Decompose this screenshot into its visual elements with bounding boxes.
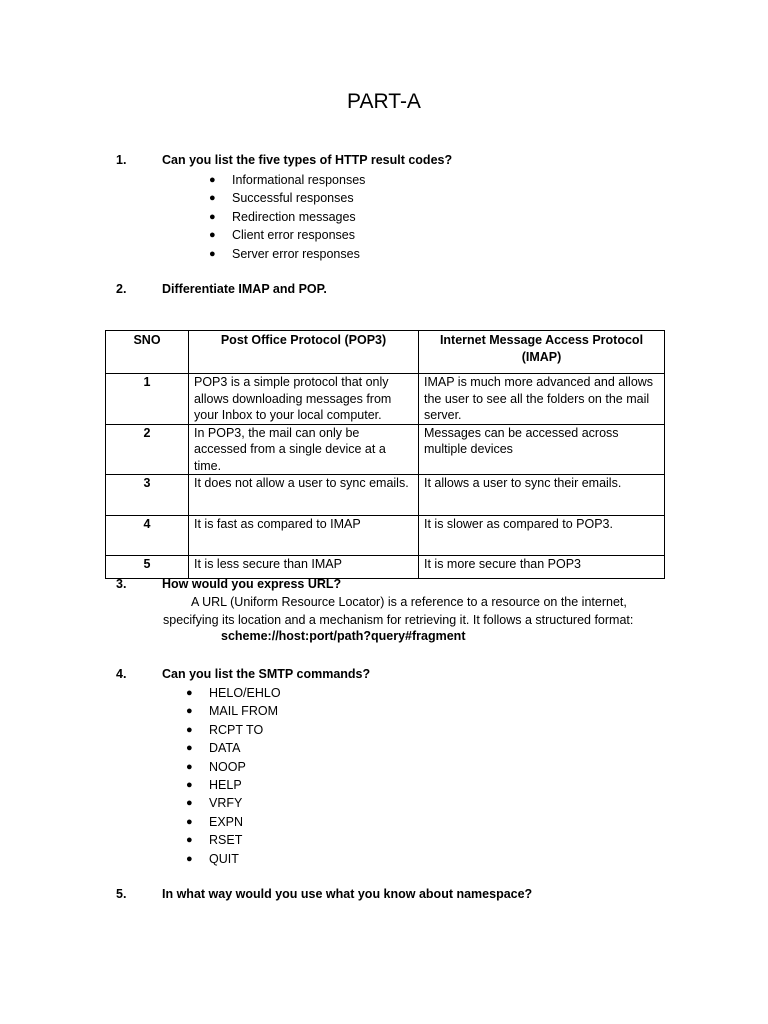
bullet-icon: ● [209, 210, 216, 223]
question-text: Can you list the five types of HTTP result codes? [162, 153, 453, 167]
bullet-icon: ● [186, 852, 193, 865]
bullet-icon: ● [209, 174, 216, 186]
list-item: ● Informational responses [232, 171, 365, 189]
table-header: Post Office Protocol (POP3) [189, 331, 419, 374]
list-item: ● VRFY [209, 794, 281, 812]
list-item: ● DATA [209, 739, 281, 757]
bullet-icon: ● [209, 192, 216, 205]
list-item: ● EXPN [209, 813, 281, 831]
bullet-icon: ● [186, 723, 193, 736]
table-cell: 4 [106, 516, 189, 556]
table-cell: 3 [106, 475, 189, 516]
table-cell: 5 [106, 556, 189, 579]
question-number: 5. [116, 887, 127, 901]
bullet-icon: ● [186, 687, 193, 699]
table-row [106, 556, 665, 579]
list-item: ● Successful responses [232, 189, 365, 207]
table-cell: 2 [106, 424, 189, 475]
table-cell: It allows a user to sync their emails. [419, 475, 665, 516]
list-item: ● Client error responses [232, 226, 365, 244]
imap-pop-comparison-table [105, 330, 665, 579]
question-text: In what way would you use what you know about namespace? [162, 887, 533, 901]
url-format: scheme://host:port/path?query#fragment [221, 629, 466, 643]
question-text: Differentiate IMAP and POP. [162, 282, 327, 296]
question-number: 3. [116, 577, 127, 591]
list-item: ● HELO/EHLO [209, 684, 281, 702]
list-item: ● HELP [209, 776, 281, 794]
table-cell: 1 [106, 374, 189, 425]
table-cell: In POP3, the mail can only be accessed from a single device at a time. [189, 424, 419, 475]
bullet-icon: ● [186, 760, 193, 773]
table-cell: It is less secure than IMAP [189, 556, 419, 579]
table-header: SNO [106, 331, 189, 374]
bullet-icon: ● [186, 797, 193, 810]
question-5 [116, 887, 532, 901]
http-result-codes-list [209, 171, 366, 263]
table-header-row [106, 331, 665, 374]
question-2 [116, 282, 327, 296]
list-item: ● QUIT [209, 850, 281, 868]
table-cell: Messages can be accessed across multiple devices [419, 424, 665, 475]
page-title: PART-A [347, 90, 421, 113]
table-cell: POP3 is a simple protocol that only allows downloading messages from your Inbox to your local computer. [189, 374, 419, 425]
table-header: Internet Message Access Protocol (IMAP) [419, 331, 665, 374]
table-cell: It is fast as compared to IMAP [189, 516, 419, 556]
bullet-icon: ● [186, 778, 193, 791]
bullet-icon: ● [209, 247, 216, 260]
question-text: Can you list the SMTP commands? [162, 667, 371, 681]
bullet-icon: ● [186, 834, 193, 847]
question-3 [116, 577, 341, 591]
smtp-commands-list [186, 684, 281, 868]
list-item: ● RCPT TO [209, 721, 281, 739]
question-number: 2. [116, 282, 127, 296]
bullet-icon: ● [186, 815, 193, 828]
bullet-icon: ● [209, 229, 216, 242]
answer-text: A URL (Uniform Resource Locator) is a reference to a resource on the internet, specifying its location and a mechanism for retrieving it. It follows a structured format: [163, 595, 634, 627]
list-item: ● Server error responses [232, 245, 365, 263]
question-number: 4. [116, 667, 127, 681]
table-row [106, 374, 665, 425]
table-cell: IMAP is much more advanced and allows the user to see all the folders on the mail server. [419, 374, 665, 425]
list-item: ● Redirection messages [232, 208, 365, 226]
list-item: ● MAIL FROM [209, 702, 281, 720]
table-row [106, 516, 665, 556]
list-item: ● RSET [209, 831, 281, 849]
table-row [106, 424, 665, 475]
list-item: ● NOOP [209, 758, 281, 776]
question-1 [116, 153, 452, 167]
bullet-icon: ● [186, 705, 193, 718]
table-row [106, 475, 665, 516]
question-number: 1. [116, 153, 127, 167]
question-text: How would you express URL? [162, 577, 342, 591]
url-answer-paragraph [163, 594, 673, 629]
question-4 [116, 667, 370, 681]
table-cell: It is more secure than POP3 [419, 556, 665, 579]
bullet-icon: ● [186, 742, 193, 755]
table-cell: It is slower as compared to POP3. [419, 516, 665, 556]
table-cell: It does not allow a user to sync emails. [189, 475, 419, 516]
